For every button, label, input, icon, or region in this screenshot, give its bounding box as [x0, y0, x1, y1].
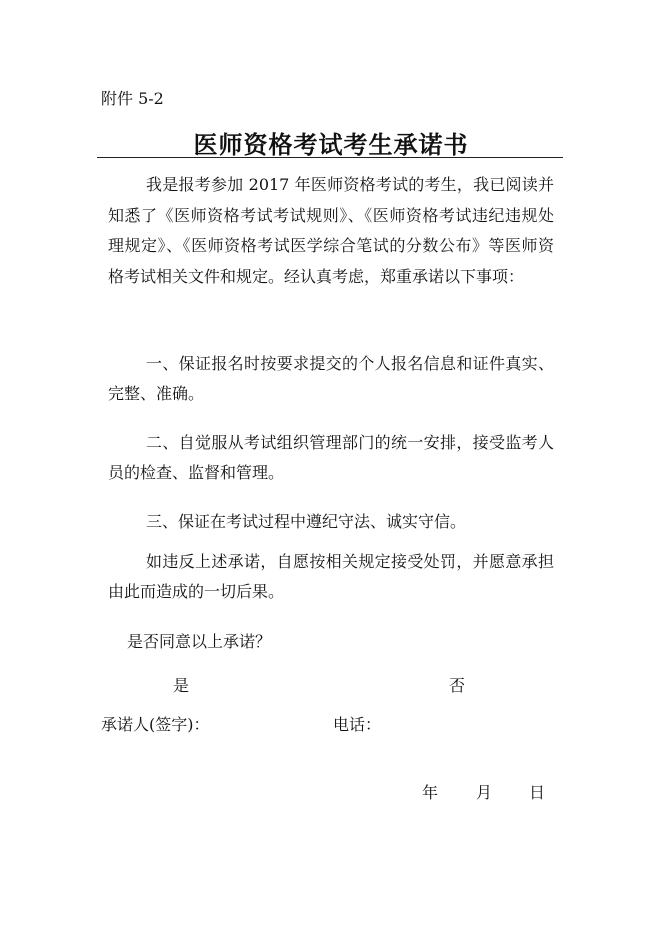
- commitment-item-1: 一、保证报名时按要求提交的个人报名信息和证件真实、完整、准确。: [108, 354, 554, 404]
- commitment-item-2: 二、自觉服从考试组织管理部门的统一安排，接受监考人员的检查、监督和管理。: [108, 433, 554, 483]
- date-day-label: 日: [529, 783, 546, 802]
- phone-label: 电话：: [333, 715, 382, 734]
- date-year-label: 年: [422, 783, 439, 802]
- annex-label: 附件 5-2: [101, 89, 164, 108]
- agree-no-option[interactable]: 否: [449, 676, 466, 695]
- commitment-item-3: 三、保证在考试过程中遵纪守法、诚实守信。: [146, 512, 467, 531]
- agree-yes-option[interactable]: 是: [173, 676, 190, 695]
- document-title: 医师资格考试考生承诺书: [193, 130, 469, 159]
- violation-consequence-paragraph: 如违反上述承诺，自愿按相关规定接受处罚，并愿意承担由此而造成的一切后果。: [108, 552, 554, 602]
- agreement-question: 是否同意以上承诺？: [127, 632, 272, 651]
- date-month-label: 月: [476, 783, 493, 802]
- title-divider: [97, 157, 563, 158]
- commitment-intro-paragraph: 我是报考参加 2017 年医师资格考试的考生，我已阅读并知悉了《医师资格考试考试规则》、《医师资格考试违纪违规处理规定》、《医师资格考试医学综合笔试的分数公布》等医师资格考试相关文件和规定。经认真考虑，郑重承诺以下事项：: [108, 175, 554, 286]
- signer-label: 承诺人(签字)：: [101, 715, 210, 734]
